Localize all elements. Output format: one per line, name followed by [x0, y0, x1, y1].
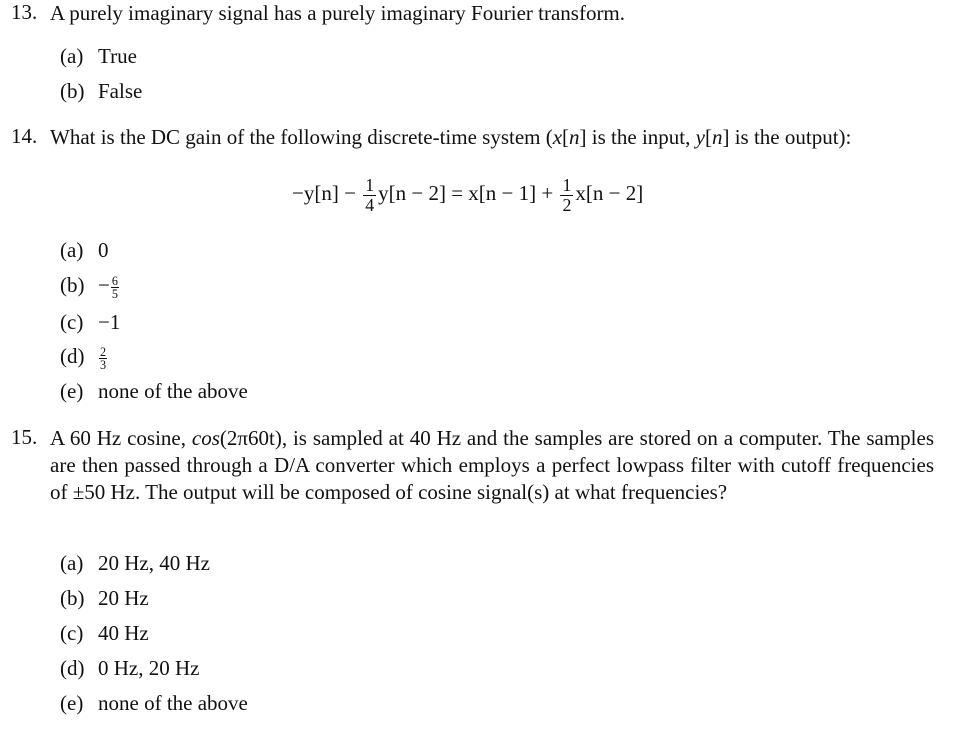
option-label: (e): [60, 379, 84, 403]
option-sign: −: [98, 273, 110, 297]
q13-option-a: [60, 44, 137, 69]
question-text: A purely imaginary signal has a purely imaginary Fourier transform.: [50, 1, 626, 25]
equation-lhs-start: −y[n] −: [292, 181, 356, 206]
option-text: 0 Hz, 20 Hz: [98, 656, 200, 680]
option-text: none of the above: [98, 691, 248, 715]
q15-option-e: [60, 691, 248, 716]
q15-option-d: [60, 656, 199, 681]
q14-option-b: [60, 273, 120, 300]
equation-rhs-end: x[n − 2]: [575, 181, 644, 206]
question-text: A 60 Hz cosine, cos(2π60t), is sampled at 40 Hz and the samples are stored on a computer. The samples are then passed through a D/A converter which employs a perfect lowpass filter with cutoff frequencies of ±50 Hz. The output will be composed of cosine signal(s) at what frequencies?: [50, 426, 934, 504]
option-text: 40 Hz: [98, 621, 149, 645]
q14-option-a: [60, 238, 109, 263]
option-text: none of the above: [98, 379, 248, 403]
option-label: (c): [60, 310, 84, 334]
option-text: 20 Hz, 40 Hz: [98, 551, 210, 575]
question-text: What is the DC gain of the following discrete-time system (x[n] is the input, y[n] is the output):: [50, 125, 852, 149]
option-label: (c): [60, 621, 84, 645]
fraction-one-quarter: $\frac{1}{4}$: [365, 175, 375, 215]
option-text: True: [98, 44, 137, 68]
q15-option-b: [60, 586, 149, 611]
option-label: (d): [60, 344, 85, 368]
option-label: (b): [60, 273, 85, 297]
question-number: 13.: [11, 0, 38, 24]
option-text: 20 Hz: [98, 586, 149, 610]
q13-option-b: [60, 79, 142, 104]
option-label: (a): [60, 44, 84, 68]
q14-option-e: [60, 379, 248, 404]
option-label: (a): [60, 238, 84, 262]
option-label: (e): [60, 691, 84, 715]
q15-option-c: [60, 621, 149, 646]
q14-option-c: [60, 310, 120, 335]
q15-option-a: [60, 551, 210, 576]
option-text: −1: [98, 310, 121, 334]
option-text: 0: [98, 238, 109, 262]
equation-lhs-end: y[n − 2] = x[n − 1] +: [378, 181, 554, 206]
option-fraction: $\frac{2}{3}$: [100, 344, 107, 372]
question-number: 14.: [11, 124, 38, 148]
difference-equation: [292, 176, 643, 214]
option-fraction: $\frac{6}{5}$: [111, 273, 118, 301]
option-label: (b): [60, 586, 85, 610]
option-label: (d): [60, 656, 85, 680]
option-label: (a): [60, 551, 84, 575]
question-number: 15.: [11, 425, 38, 449]
option-text: False: [98, 79, 143, 103]
q14-option-d: [60, 344, 108, 371]
fraction-one-half: $\frac{1}{2}$: [562, 175, 572, 215]
option-label: (b): [60, 79, 85, 103]
